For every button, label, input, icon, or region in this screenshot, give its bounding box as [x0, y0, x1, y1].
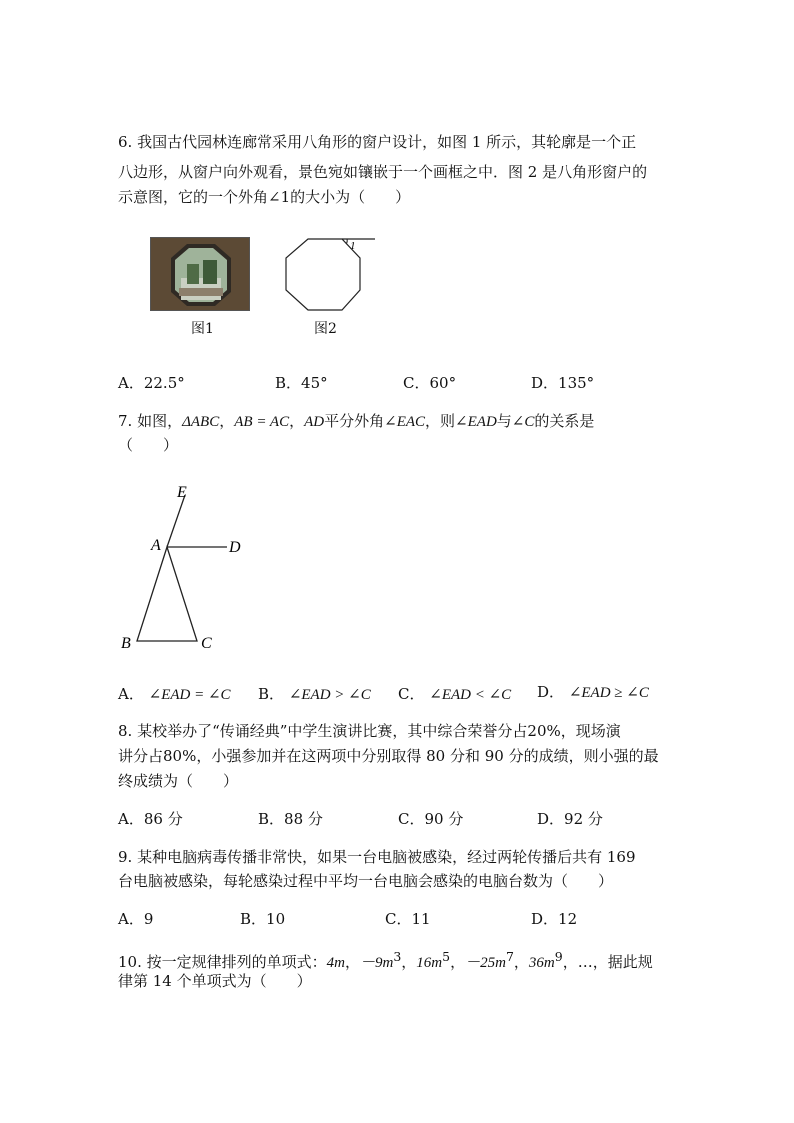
q9-text-line-2: 台电脑被感染，每轮感染过程中平均一台电脑会感染的电脑台数为（ ）: [118, 872, 614, 890]
q8-option-d[interactable]: D．92 分: [537, 810, 603, 828]
label-c: C: [201, 635, 212, 652]
q7-option-c[interactable]: C． ∠EAD < ∠C: [398, 685, 512, 703]
q7-text-line-2: （ ）: [118, 436, 179, 454]
q8-text-line-2: 讲分占80%，小强参加并在这两项中分别取得 80 分和 90 分的成绩，则小强的最: [118, 747, 659, 765]
q9-option-a[interactable]: A．9: [118, 910, 154, 928]
q8-text-line-1: 8. 某校举办了“传诵经典”中学生演讲比赛，其中综合荣誉分占20%，现场演: [118, 722, 621, 740]
octagon-diagram: [282, 236, 382, 321]
q6-option-b[interactable]: B．45°: [275, 374, 328, 392]
q6-text-line-2: 八边形，从窗户向外观看，景色宛如镶嵌于一个画框之中．图 2 是八角形窗户的: [118, 163, 648, 181]
label-e: E: [177, 484, 187, 501]
q6-option-c[interactable]: C．60°: [403, 374, 457, 392]
figure-2-caption: 图2: [314, 321, 337, 337]
q6-option-a[interactable]: A．22.5°: [118, 374, 185, 392]
q6-option-d[interactable]: D．135°: [531, 374, 595, 392]
angle-1-label: 1: [350, 240, 356, 252]
q10-text-line-1: 10. 按一定规律排列的单项式：4m，$-9m^3$，$16m^5$，$-25m^7$，$36m^9$，…，据此规: [118, 949, 653, 971]
label-d: D: [229, 539, 241, 556]
q7-option-a[interactable]: A． ∠EAD = ∠C: [118, 685, 231, 703]
q7-option-d[interactable]: D． ∠EAD ≥ ∠C: [537, 683, 649, 701]
q7-text-line-1: 7. 如图，ΔABC，AB = AC，AD平分外角∠EAC，则∠EAD与∠C的关系是: [118, 412, 595, 430]
q9-option-c[interactable]: C．11: [385, 910, 431, 928]
label-b: B: [121, 635, 131, 652]
q9-text-line-1: 9. 某种电脑病毒传播非常快，如果一台电脑被感染，经过两轮传播后共有 169: [118, 848, 636, 866]
q7-option-b[interactable]: B． ∠EAD > ∠C: [258, 685, 371, 703]
q10-text-line-2: 律第 14 个单项式为（ ）: [118, 972, 312, 990]
q8-option-a[interactable]: A．86 分: [118, 810, 183, 828]
q6-text-line-3: 示意图，它的一个外角∠1的大小为（ ）: [118, 188, 411, 206]
triangle-diagram: [115, 480, 255, 655]
octagon-window-photo: [150, 237, 250, 311]
q8-option-b[interactable]: B．88 分: [258, 810, 323, 828]
q6-text-line-1: 6. 我国古代园林连廊常采用八角形的窗户设计，如图 1 所示，其轮廓是一个正: [118, 133, 637, 151]
label-a: A: [151, 537, 161, 554]
q8-text-line-3: 终成绩为（ ）: [118, 772, 239, 790]
q9-option-d[interactable]: D．12: [531, 910, 578, 928]
figure-1-caption: 图1: [191, 321, 214, 337]
q8-option-c[interactable]: C．90 分: [398, 810, 464, 828]
q9-option-b[interactable]: B．10: [240, 910, 286, 928]
